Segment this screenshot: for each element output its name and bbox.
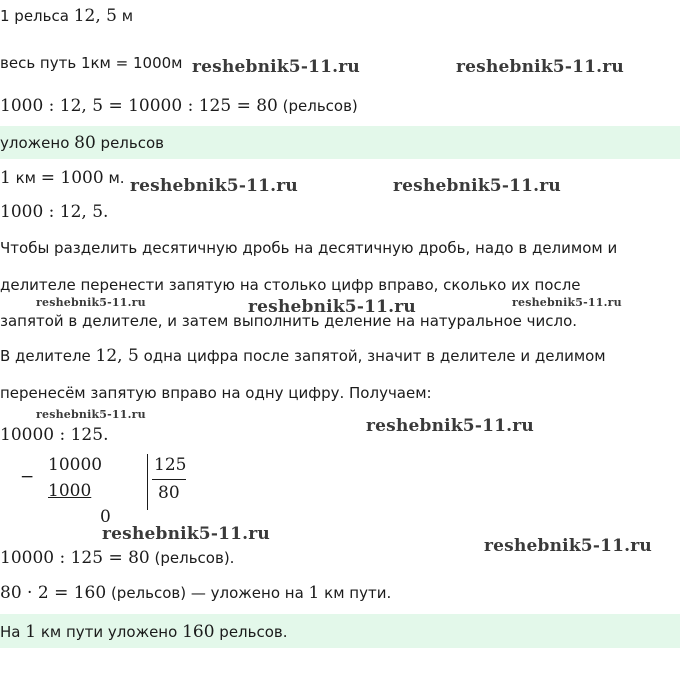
division-bracket-vertical <box>147 454 148 510</box>
watermark: reshebnik5-11.ru <box>36 408 146 421</box>
watermark: reshebnik5-11.ru <box>393 176 561 196</box>
subtrahend: 1000 <box>48 481 92 501</box>
rule-line-1: Чтобы разделить десятичную дробь на десятичную дробь, надо в делимом и <box>0 239 618 257</box>
total-path-line: весь путь 1км = 1000м <box>0 54 183 72</box>
laid-rails-line: уложено 80 рельсов <box>0 133 164 153</box>
km-conversion-line: 1 км = 1000 м. <box>0 168 125 188</box>
divisor-explanation-1: В делителе 12, 5 одна цифра после запятой, значит в делителе и делимом <box>0 346 606 366</box>
division-bracket-horizontal <box>152 479 186 480</box>
watermark: reshebnik5-11.ru <box>102 524 270 544</box>
quotient: 80 <box>158 483 180 503</box>
remainder: 0 <box>100 507 111 527</box>
watermark: reshebnik5-11.ru <box>484 536 652 556</box>
minus-sign: − <box>20 467 35 487</box>
watermark: reshebnik5-11.ru <box>512 296 622 309</box>
dividend: 10000 <box>48 455 103 475</box>
final-answer-line: На 1 км пути уложено 160 рельсов. <box>0 622 288 642</box>
division-expression: 1000 : 12, 5. <box>0 202 109 222</box>
watermark: reshebnik5-11.ru <box>36 296 146 309</box>
watermark: reshebnik5-11.ru <box>130 176 298 196</box>
rail-length-line: 1 рельса 12, 5 м <box>0 6 134 26</box>
watermark: reshebnik5-11.ru <box>192 57 360 77</box>
result-line: 10000 : 125 = 80 (рельсов). <box>0 548 235 568</box>
divisor-explanation-2: перенесём запятую вправо на одну цифру. Получаем: <box>0 384 432 402</box>
multiplication-line: 80 · 2 = 160 (рельсов) — уложено на 1 км пути. <box>0 583 392 603</box>
watermark: reshebnik5-11.ru <box>248 297 416 317</box>
converted-expression: 10000 : 125. <box>0 425 109 445</box>
calculation-line: 1000 : 12, 5 = 10000 : 125 = 80 (рельсов) <box>0 96 358 116</box>
rule-line-3: запятой в делителе, и затем выполнить деление на натуральное число. <box>0 312 578 330</box>
rule-line-2: делителе перенести запятую на столько цифр вправо, сколько их после <box>0 276 581 294</box>
divisor: 125 <box>154 455 187 475</box>
watermark: reshebnik5-11.ru <box>456 57 624 77</box>
watermark: reshebnik5-11.ru <box>366 416 534 436</box>
